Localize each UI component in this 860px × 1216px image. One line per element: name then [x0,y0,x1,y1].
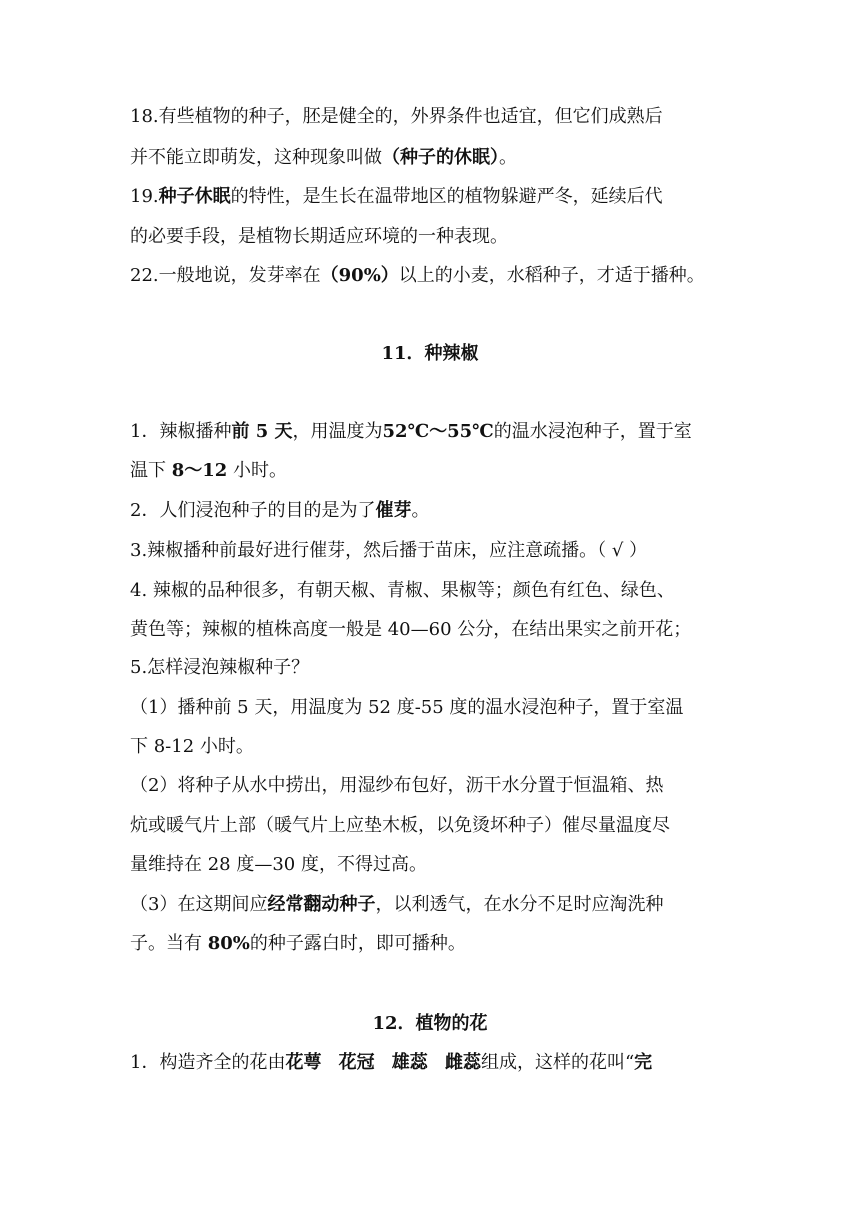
text: 1．构造齐全的花由 [130,1052,286,1073]
bold-term: 花冠 [338,1052,375,1073]
sec11-q5: 5.怎样浸泡辣椒种子？ [130,657,310,678]
text: 的温水浸泡种子，置于室 [493,421,692,442]
sec12-q1 [130,1051,730,1075]
text: 22.一般地说，发芽率在 [130,265,321,286]
sec11-q3: 3.辣椒播种前最好进行催芽，然后播于苗床，应注意疏播。（ √ ） [130,540,648,561]
bold-term: 完 [634,1052,653,1073]
paragraph-18-line-1 [130,105,730,129]
section-11-title: 11．种辣椒 [381,343,479,364]
bold-term: 52℃～55℃ [382,421,494,442]
bold-term: 种子休眠 [158,186,231,207]
sec11-step1-line-2: 下 8-12 小时。 [130,736,254,757]
bold-term: 雄蕊 [391,1052,428,1073]
section-12-title: 12．植物的花 [372,1013,488,1034]
bold-term: 经常翻动种子 [267,894,376,915]
text: ，用温度为 [292,421,383,442]
paragraph-22 [130,264,730,288]
bold-term: 催芽 [375,500,412,521]
text: 。 [411,500,430,521]
sec11-q4-line-1: 4. 辣椒的品种很多，有朝天椒、青椒、果椒等；颜色有红色、绿色、 [130,580,675,601]
paragraph-19-line-2 [130,225,730,249]
bold-term: （种子的休眠） [382,147,499,168]
sec11-q1-line-2 [130,459,730,483]
sec11-q2 [130,499,730,523]
bold-term: 80% [207,933,250,954]
text: 温下 [130,460,172,481]
sec11-step2-line-3: 量维持在 28 度—30 度，不得过高。 [130,854,427,875]
bold-term: 8～12 [171,460,228,481]
text: 19. [130,186,159,207]
text: 小时。 [227,460,288,481]
paragraph-19-line-1 [130,185,730,209]
text: 的种子露白时，即可播种。 [249,933,466,954]
bold-term: 花萼 [285,1052,322,1073]
bold-term: （90%） [320,265,399,286]
sec11-step2-line-1: （2）将种子从水中捞出，用湿纱布包好，沥干水分置于恒温箱、热 [130,775,664,796]
text: 子。当有 [130,933,208,954]
paragraph-18-line-2 [130,146,730,170]
text: 2．人们浸泡种子的目的是为了 [130,500,376,521]
sec11-step3-line-1 [130,893,730,917]
text: 以上的小麦，水稻种子，才适于播种。 [398,265,705,286]
sec11-q1-line-1 [130,420,730,444]
text: ，以利透气，在水分不足时应淘洗种 [375,894,664,915]
sec11-step1-line-1: （1）播种前 5 天，用温度为 52 度-55 度的温水浸泡种子，置于室温 [130,697,684,718]
text: 的特性，是生长在温带地区的植物躲避严冬，延续后代 [230,186,663,207]
text: 1．辣椒播种 [130,421,232,442]
bold-term: 雌蕊 [444,1052,481,1073]
text: 。 [499,147,517,168]
text: 并不能立即萌发，这种现象叫做 [130,147,382,168]
text: （3）在这期间应 [130,894,268,915]
text: 组成，这样的花叫“ [480,1052,635,1073]
bold-term: 前 5 天 [231,421,293,442]
sec11-q4-line-2: 黄色等；辣椒的植株高度一般是 40—60 公分，在结出果实之前开花； [130,619,692,640]
text: 18.有些植物的种子，胚是健全的，外界条件也适宜，但它们成熟后 [130,106,663,127]
text: 的必要手段，是植物长期适应环境的一种表现。 [130,226,508,247]
sec11-step2-line-2: 炕或暖气片上部（暖气片上应垫木板，以免烫坏种子）催尽量温度尽 [130,815,670,836]
sec11-step3-line-2 [130,932,730,956]
